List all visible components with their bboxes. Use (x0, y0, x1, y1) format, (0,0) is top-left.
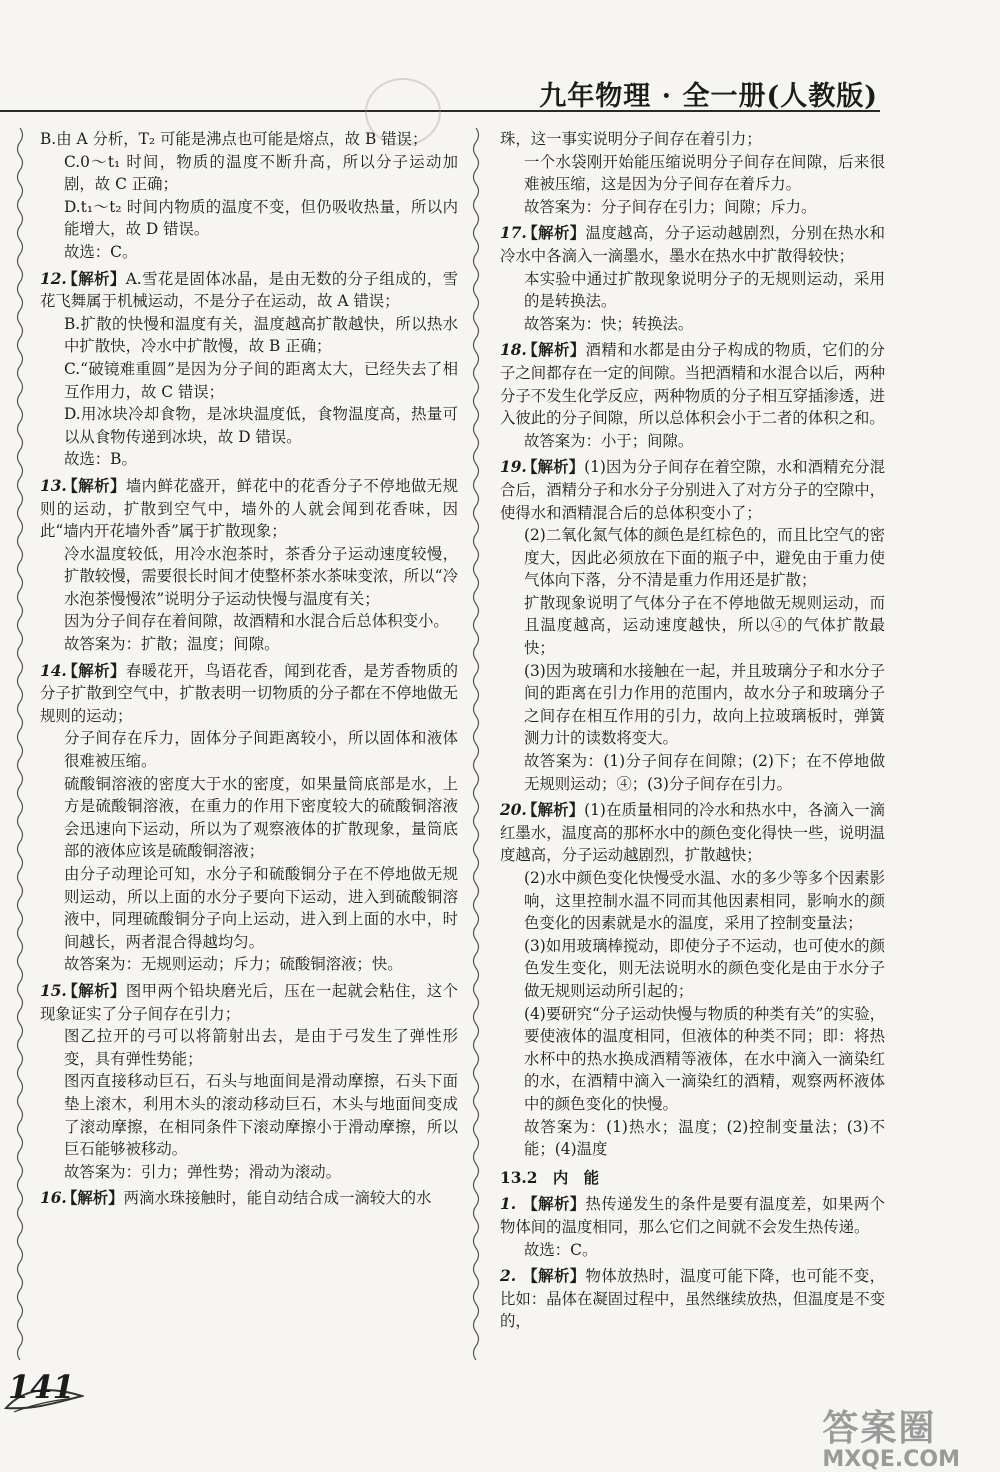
question-number: 20. (500, 801, 527, 820)
analysis-tag: 【解析】 (62, 1189, 124, 1208)
left-wavy-border (14, 128, 26, 1360)
line-text: 故答案为：快；转换法。 (524, 314, 694, 333)
question-number: 16. (40, 1189, 67, 1208)
answer-line (40, 953, 458, 976)
analysis-tag: 【解析】 (62, 661, 126, 680)
question-number: 14. (40, 661, 67, 680)
analysis-tag: 【解析】 (522, 801, 585, 820)
line-text: 珠，这一事实说明分子间存在着引力； (500, 130, 762, 148)
answer-item (500, 799, 885, 1161)
analysis-tag: 【解析】 (522, 224, 586, 243)
answer-line (500, 524, 885, 592)
line-text: 分子间存在斥力，固体分子间距离较小，所以固体和液体很难被压缩。 (64, 729, 458, 771)
question-number: 15. (40, 981, 67, 1000)
answer-line (500, 456, 885, 524)
line-text: 故答案为：分子间存在引力；间隙；斥力。 (524, 197, 817, 216)
book-title: 九年物理 · 全一册(人教版) (539, 81, 878, 112)
answer-item (40, 980, 458, 1183)
answer-item (500, 1193, 885, 1261)
answer-line (500, 430, 885, 453)
question-number: 13. (40, 476, 67, 495)
line-text: B.由 A 分析，T₂ 可能是沸点也可能是熔点，故 B 错误； (40, 130, 428, 148)
line-text: 故选：C。 (524, 1240, 598, 1259)
line-text: 故答案为：(1)热水；温度；(2)控制变量法；(3)不能；(4)温度 (524, 1117, 885, 1159)
line-text: (1)在质量相同的冷水和热水中，各滴入一滴红墨水，温度高的那杯水中的颜色变化得快一些，说明温度越高，分子运动越剧烈，扩散越快； (500, 801, 885, 865)
answer-item (40, 128, 458, 264)
line-text: 酒精和水都是由分子构成的物质，它们的分子之间都存在一定的间隙。当把酒精和水混合以后，两种分子不发生化学反应，两种物质的分子相互穿插渗透，进入彼此的分子间隙，所以总体积会小于二者的体积之和。 (500, 341, 885, 428)
answer-line (40, 403, 458, 448)
left-column (40, 128, 458, 1214)
answer-line (40, 448, 458, 471)
question-number: 2. (500, 1267, 517, 1286)
line-text: 故选：B。 (64, 450, 137, 469)
answer-line (40, 313, 458, 358)
answer-line (500, 128, 885, 151)
line-text: 由分子动理论可知，水分子和硫酸铜分子在不停地做无规则运动，所以上面的水分子要向下运动，进入到硫酸铜溶液中，同理硫酸铜分子向上运动，进入到上面的水中，时间越长，两者混合得越均匀。 (64, 865, 458, 951)
question-number: 19. (500, 458, 527, 477)
answer-item (500, 456, 885, 795)
line-text: 图乙拉开的弓可以将箭射出去，是由于弓发生了弹性形变，具有弹性势能； (64, 1027, 458, 1068)
line-text: 图丙直接移动巨石，石头与地面间是滑动摩擦，石头下面垫上滚木，利用木头的滚动移动巨石，木头与地面间变成了滚动摩擦，在相同条件下滚动摩擦小于滑动摩擦，所以巨石能够被移动。 (64, 1072, 458, 1159)
line-text: 一个水袋刚开始能压缩说明分子间存在间隙，后来很难被压缩，这是因为分子间存在着斥力。 (524, 152, 885, 194)
line-text: 温度越高，分子运动越剧烈，分别在热水和冷水中各滴入一滴墨水，墨水在热水中扩散得较快； (500, 224, 885, 265)
line-text: 故答案为：小于；间隙。 (524, 431, 694, 450)
answer-item (40, 660, 458, 976)
section-heading: 13.2 内 能 (500, 1168, 600, 1187)
answer-line (500, 867, 885, 935)
answer-line (40, 241, 458, 264)
line-text: D.t₁～t₂ 时间内物质的温度不变，但仍吸收热量，所以内能增大，故 D 错误。 (64, 197, 458, 239)
answer-item (40, 475, 458, 656)
answer-line (40, 128, 458, 151)
answer-item (500, 339, 885, 452)
answer-line (40, 543, 458, 611)
line-text: 热传递发生的条件是要有温度差，如果两个物体间的温度相同，那么它们之间就不会发生热传递。 (500, 1195, 885, 1236)
line-text: 故答案为：(1)分子间存在间隙；(2)下；在不停地做无规则运动；④；(3)分子间存在引力。 (524, 752, 885, 793)
watermark-url: MXQE.COM (822, 1447, 960, 1472)
answer-line (40, 196, 458, 241)
line-text: (3)因为玻璃和水接触在一起，并且玻璃分子和水分子间的距离在引力作用的范围内，故水分子和玻璃分子之间存在相互作用的引力，故向上拉玻璃板时，弹簧测力计的读数将变大。 (524, 661, 885, 748)
line-text: D.用冰块冷却食物，是冰块温度低，食物温度高，热量可以从食物传递到冰块，故 D 错误。 (64, 405, 458, 446)
page-header (0, 70, 1000, 110)
answer-line (40, 151, 458, 196)
answer-line (500, 1265, 885, 1333)
answer-line (500, 1003, 885, 1116)
line-text: C.0～t₁ 时间，物质的温度不断升高，所以分子运动加剧，故 C 正确； (64, 152, 458, 194)
line-text: A.雪花是固体冰晶，是由无数的分子组成的，雪花飞舞属于机械运动，不是分子在运动，故 A 错误； (40, 269, 458, 311)
line-text: (2)二氧化氮气体的颜色是红棕色的，而且比空气的密度大，因此必须放在下面的瓶子中，避免由于重力使气体向下落，分不清是重力作用还是扩散； (524, 526, 885, 590)
answer-line (500, 339, 885, 429)
answer-line (40, 1187, 458, 1210)
answer-line (40, 1161, 458, 1184)
analysis-tag: 【解析】 (522, 1195, 586, 1214)
line-text: 故答案为：无规则运动；斥力；硫酸铜溶液；快。 (64, 955, 403, 974)
answer-line (500, 222, 885, 267)
line-text: 本实验中通过扩散现象说明分子的无规则运动，采用的是转换法。 (524, 269, 885, 311)
answer-line (40, 727, 458, 772)
analysis-tag: 【解析】 (522, 458, 585, 477)
answer-line (500, 1116, 885, 1161)
answer-line (500, 1239, 885, 1262)
answer-line (500, 151, 885, 196)
question-number: 12. (40, 269, 67, 288)
line-text: B.扩散的快慢和温度有关，温度越高扩散越快，所以热水中扩散快，冷水中扩散慢，故 B 正确； (64, 314, 458, 356)
question-number: 17. (500, 224, 527, 243)
answer-line (500, 268, 885, 313)
answer-item (40, 1187, 458, 1210)
answer-line (40, 773, 458, 863)
line-text: 故答案为：扩散；温度；间隙。 (64, 635, 280, 654)
answer-item (500, 1265, 885, 1333)
answer-line (40, 475, 458, 543)
line-text: 两滴水珠接触时，能自动结合成一滴较大的水 (123, 1189, 432, 1208)
answer-item (40, 268, 458, 471)
answer-line (40, 358, 458, 403)
line-text: 春暖花开，鸟语花香，闻到花香，是芳香物质的分子扩散到空气中，扩散表明一切物质的分子都在不停地做无规则的运动； (40, 661, 458, 725)
page-number: 141 (8, 1368, 75, 1406)
question-number: 1. (500, 1195, 517, 1214)
answer-line (500, 935, 885, 1003)
line-text: (1)因为分子间存在着空隙，水和酒精充分混合后，酒精分子和水分子分别进入了对方分子的空隙中，使得水和酒精混合后的总体积变小了； (500, 458, 885, 522)
middle-wavy-divider (470, 128, 482, 1360)
analysis-tag: 【解析】 (522, 1267, 586, 1286)
answer-line (500, 592, 885, 660)
answer-line (40, 1025, 458, 1070)
line-text: 硫酸铜溶液的密度大于水的密度，如果量筒底部是水，上方是硫酸铜溶液，在重力的作用下密度较大的硫酸铜溶液会迅速向下运动，所以为了观察液体的扩散现象，量筒底部的液体应该是硫酸铜溶液； (64, 774, 458, 861)
line-text: (4)要研究“分子运动快慢与物质的种类有关”的实验，要使液体的温度相同，但液体的种类不同；即：将热水杯中的热水换成酒精等液体，在水中滴入一滴染红的水，在酒精中滴入一滴染红的酒精，观察两杯液体中的颜色变化的快慢。 (524, 1004, 885, 1113)
answer-line (500, 196, 885, 219)
answer-item (500, 128, 885, 218)
answer-line (500, 660, 885, 750)
watermark (822, 1400, 960, 1472)
analysis-tag: 【解析】 (62, 269, 126, 288)
line-text: (3)如用玻璃棒搅动，即使分子不运动，也可使水的颜色发生变化，则无法说明水的颜色变化是由于水分子做无规则运动所引起的； (524, 936, 885, 1000)
analysis-tag: 【解析】 (522, 341, 586, 360)
line-text: (2)水中颜色变化快慢受水温、水的多少等多个因素影响，这里控制水温不同而其他因素相同，影响水的颜色变化的因素就是水的温度，采用了控制变量法； (524, 869, 885, 933)
answer-line (500, 750, 885, 795)
answer-line (500, 1193, 885, 1238)
watermark-logo: 答案圈 (822, 1408, 937, 1449)
line-text: C.“破镜难重圆”是因为分子间的距离太大，已经失去了相互作用力，故 C 错误； (64, 359, 458, 401)
line-text: 因为分子间存在着间隙，故酒精和水混合后总体积变小。 (64, 612, 449, 631)
line-text: 墙内鲜花盛开，鲜花中的花香分子不停地做无规则的运动，扩散到空气中，墙外的人就会闻到花香味，因此“墙内开花墙外香”属于扩散现象； (40, 476, 458, 541)
question-number: 18. (500, 341, 527, 360)
analysis-tag: 【解析】 (62, 476, 126, 495)
answer-item (500, 222, 885, 335)
answer-line (500, 313, 885, 336)
right-column (500, 128, 885, 1337)
line-text: 故答案为：引力；弹性势；滑动为滚动。 (64, 1162, 342, 1181)
analysis-tag: 【解析】 (62, 981, 126, 1000)
line-text: 物体放热时，温度可能下降，也可能不变，比如：晶体在凝固过程中，虽然继续放热，但温度是不变的， (500, 1267, 885, 1331)
line-text: 故选：C。 (64, 242, 138, 261)
line-text: 扩散现象说明了气体分子在不停地做无规则运动，而且温度越高，运动速度越快，所以④的气体扩散最快； (524, 593, 885, 658)
answer-line (40, 660, 458, 728)
line-text: 冷水温度较低，用冷水泡茶时，茶香分子运动速度较慢，扩散较慢，需要很长时间才使整杯茶水茶味变浓，所以“冷水泡茶慢慢浓”说明分子运动快慢与温度有关； (64, 544, 458, 608)
answer-line (40, 863, 458, 953)
answer-line (40, 1070, 458, 1160)
line-text: 图甲两个铅块磨光后，压在一起就会粘住，这个现象证实了分子间存在引力； (40, 981, 458, 1023)
answer-line (40, 980, 458, 1025)
answer-line (500, 799, 885, 867)
answer-line (40, 610, 458, 633)
answer-line (40, 268, 458, 313)
answer-line (40, 633, 458, 656)
